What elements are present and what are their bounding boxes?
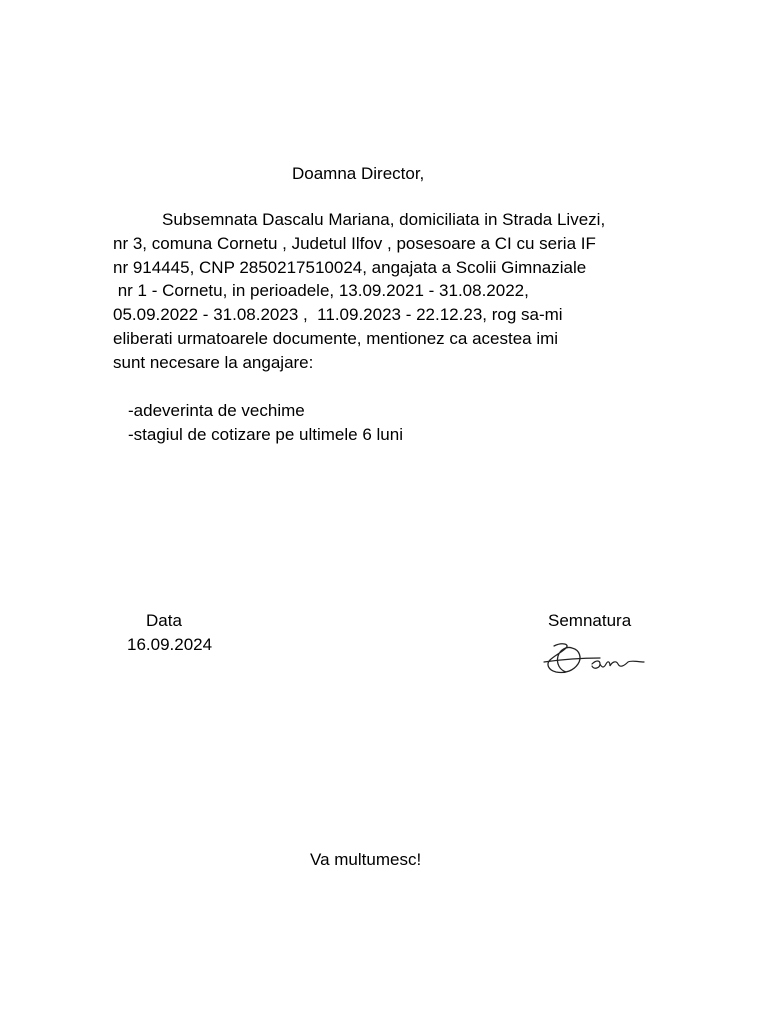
salutation: Doamna Director, xyxy=(292,164,425,183)
body-line: sunt necesare la angajare: xyxy=(113,352,314,372)
body-line: nr 3, comuna Cornetu , Judetul Ilfov , posesoare a CI cu seria IF xyxy=(113,233,596,253)
list-item: -adeverinta de vechime xyxy=(128,401,305,420)
date-label: Data xyxy=(146,611,182,630)
body-line: nr 1 - Cornetu, in perioadele, 13.09.2021 - 31.08.2022, xyxy=(113,281,529,301)
closing-remark: Va multumesc! xyxy=(310,850,422,869)
handwritten-signature xyxy=(540,636,650,684)
date-value: 16.09.2024 xyxy=(127,635,213,654)
list-item: -stagiul de cotizare pe ultimele 6 luni xyxy=(128,425,403,444)
requested-documents-list xyxy=(128,399,403,447)
body-line: nr 914445, CNP 2850217510024, angajata a Scolii Gimnaziale xyxy=(113,257,587,277)
letter-body xyxy=(113,208,605,375)
signature-label: Semnatura xyxy=(548,611,632,630)
body-line: Subsemnata Dascalu Mariana, domiciliata in Strada Livezi, xyxy=(162,210,606,229)
body-line: eliberati urmatoarele documente, mentionez ca acestea imi xyxy=(113,328,559,348)
body-line: 05.09.2022 - 31.08.2023 , 11.09.2023 - 22.12.23, rog sa-mi xyxy=(113,305,563,325)
